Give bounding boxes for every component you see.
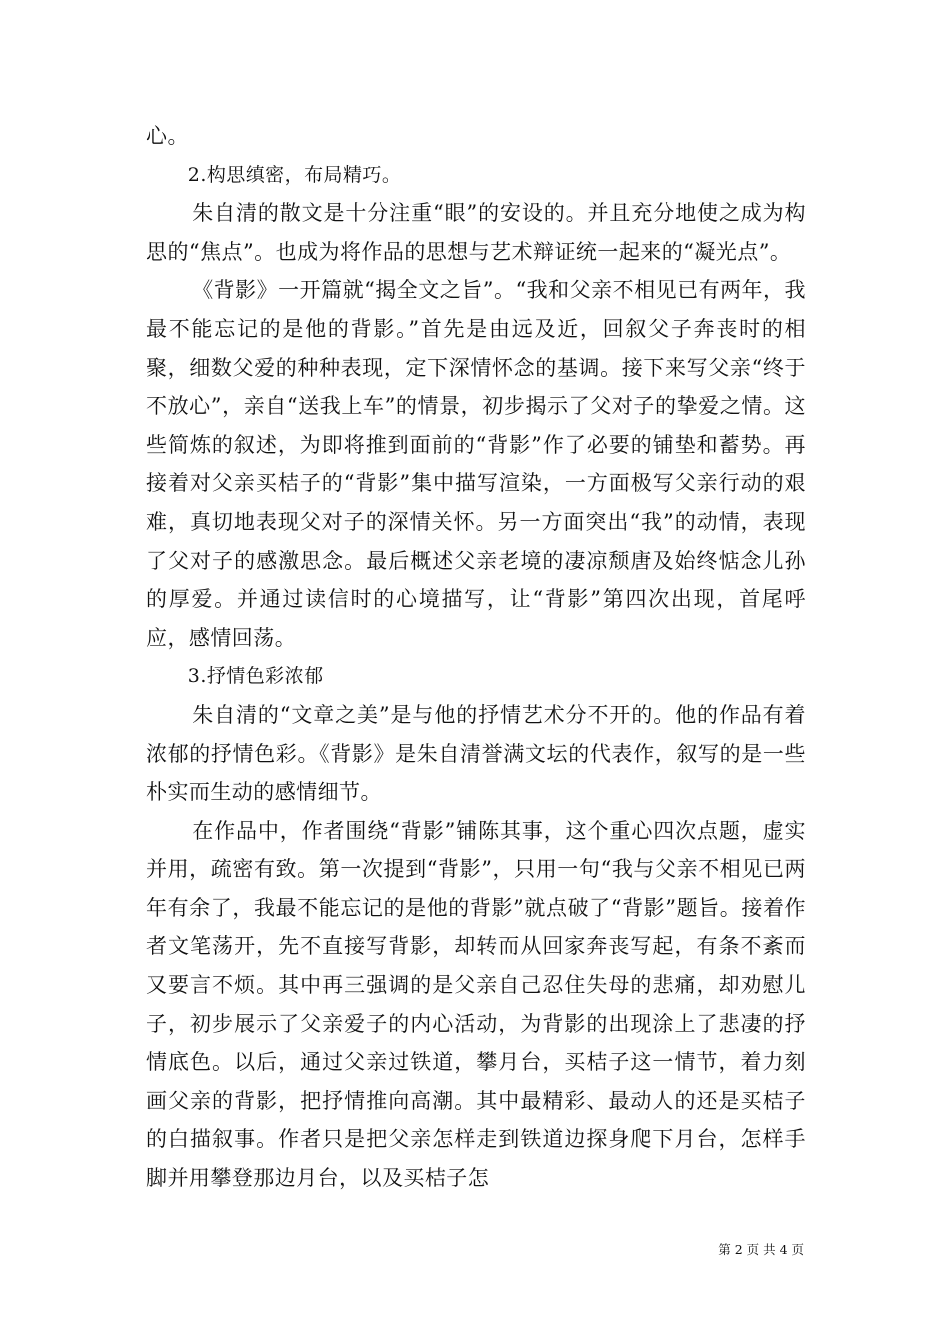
page-footer: 第 2 页 共 4 页 [718,1242,804,1257]
paragraph: 《背影》一开篇就“揭全文之旨”。“我和父亲不相见已有两年，我最不能忘记的是他的背影。”首先是由远及近，回叙父子奔丧时的相聚，细数父爱的种种表现，定下深情怀念的基调。接下来写父亲“终于不放心”，亲自“送我上车”的情景，初步揭示了父对子的挚爱之情。这些简炼的叙述，为即将推到面前的“背影”作了必要的铺垫和蓄势。再接着对父亲买桔子的“背影”集中描写渲染，一方面极写父亲行动的艰难，真切地表现父对子的深情关怀。另一方面突出“我”的动情，表现了父对子的感激思念。最后概述父亲老境的凄凉颓唐及始终惦念儿孙的厚爱。并通过读信时的心境描写，让“背影”第四次出现，首尾呼应，感情回荡。 [146,278,806,650]
paragraph: 在作品中，作者围绕“背影”铺陈其事，这个重心四次点题，虚实并用，疏密有致。第一次提到“背影”，只用一句“我与父亲不相见已两年有余了，我最不能忘记的是他的背影”就点破了“背影”题旨。接着作者文笔荡开，先不直接写背影，却转而从回家奔丧写起，有条不紊而又要言不烦。其中再三强调的是父亲自己忍住失母的悲痛，却劝慰儿子，初步展示了父亲爱子的内心活动，为背影的出现涂上了悲凄的抒情底色。以后，通过父亲过铁道，攀月台，买桔子这一情节，着力刻画父亲的背影，把抒情推向高潮。其中最精彩、最动人的还是买桔子的白描叙事。作者只是把父亲怎样走到铁道边探身爬下月台，怎样手脚并用攀登那边月台，以及买桔子怎 [146,818,806,1191]
paragraph: 朱自清的“文章之美”是与他的抒情艺术分不开的。他的作品有着浓郁的抒情色彩。《背影》是朱自清誉满文坛的代表作，叙写的是一些朴实而生动的感情细节。 [146,702,806,805]
paragraph-continuation: 心。 [146,124,189,148]
paragraph: 朱自清的散文是十分注重“眼”的安设的。并且充分地使之成为构思的“焦点”。也成为将作品的思想与艺术辩证统一起来的“凝光点”。 [146,201,806,264]
section-heading-2: 2.构思缜密，布局精巧。 [187,163,402,186]
section-heading-3: 3.抒情色彩浓郁 [187,665,324,688]
document-body [146,117,806,1198]
